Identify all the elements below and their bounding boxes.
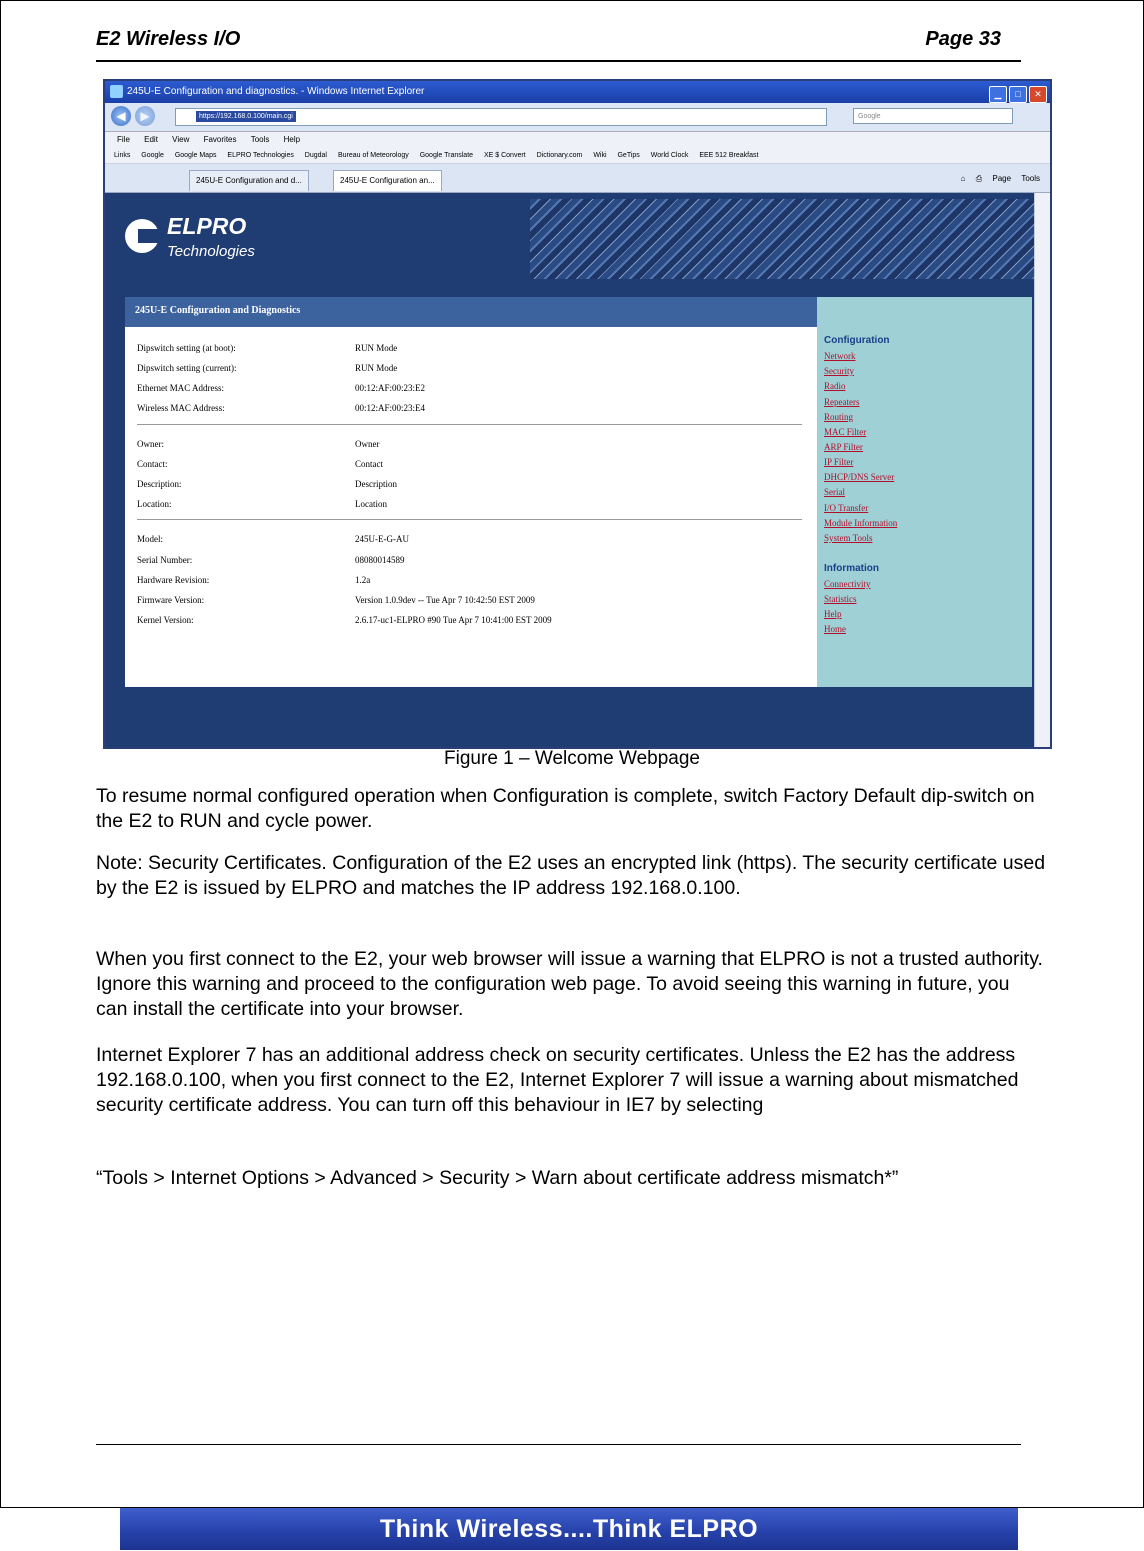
link-item[interactable]: Google Translate (419, 152, 474, 159)
config-heading: Configuration (824, 335, 890, 346)
link-item[interactable]: Dictionary.com (536, 152, 583, 159)
url-text: https://192.168.0.100/main.cgi (196, 111, 296, 122)
menu-help[interactable]: Help (283, 135, 301, 144)
nav-link-system-tools[interactable]: System Tools (824, 533, 873, 543)
menu-file[interactable]: File (117, 135, 130, 144)
link-item[interactable]: World Clock (650, 152, 689, 159)
nav-link-radio[interactable]: Radio (824, 381, 846, 391)
paragraph-resume: To resume normal configured operation when Configuration is complete, switch Factory Default dip-switch on the E2 to RUN and cycle power. (96, 785, 1035, 832)
link-item[interactable]: Google (141, 152, 164, 159)
paragraph-menu-path: “Tools > Internet Options > Advanced > Security > Warn about certificate address mismatch*” (96, 1167, 899, 1189)
links-bar (105, 148, 1050, 164)
footer-rule (96, 1444, 1021, 1445)
links-label: Links (114, 152, 131, 159)
figure-caption: Figure 1 – Welcome Webpage (444, 748, 700, 769)
divider (137, 424, 802, 425)
menu-view[interactable]: View (172, 135, 190, 144)
maximize-icon[interactable]: □ (1009, 86, 1027, 103)
page-menu[interactable]: Page (992, 174, 1012, 183)
document-title: E2 Wireless I/O (96, 28, 241, 50)
diagnostics-panel: 245U-E Configuration and Diagnostics Dipswitch setting (at boot): RUN Mode Dipswitch setting (current): RUN Mode Ethernet MAC Address: 00:12:AF:00:23:E2 Wireless MAC Address: 00:12:AF:00:23:E4 Owner: Owner Contact: Contact Description: Description Location: Location Model: 245U-E-G-AU Serial Number: 08080014589 Hardware Revision: 1.2a Firmware Version: Version 1.0.9dev -- Tue Apr 7 10:42:50 EST 2009 Kernel Version: 2.6.17-uc1-ELPRO #90 Tue Apr 7 10:41:00 EST 2009 (125, 297, 817, 687)
nav-link-network[interactable]: Network (824, 351, 856, 361)
nav-link-help[interactable]: Help (824, 609, 842, 619)
link-item[interactable]: Google Maps (174, 152, 217, 159)
link-item[interactable]: Bureau of Meteorology (337, 152, 409, 159)
divider (137, 519, 802, 520)
paragraph-ie7: Internet Explorer 7 has an additional address check on security certificates. Unless the E2 has the address 192.168.0.100, when you first connect to the E2, Internet Explorer 7 will issue a warning about mismatched security certificate address. You can turn off this behaviour in IE7 by selecting (96, 1044, 1019, 1116)
nav-link-module-info[interactable]: Module Information (824, 518, 898, 528)
brand-subtitle: Technologies (167, 243, 255, 260)
paragraph-trust-warning: When you first connect to the E2, your web browser will issue a warning that ELPRO is not a trusted authority. Ignore this warning and proceed to the configuration web page. To avoid seeing this warning in future, you can install the certificate into your browser. (96, 948, 1043, 1020)
search-input[interactable]: Google (853, 108, 1013, 124)
nav-link-serial[interactable]: Serial (824, 487, 845, 497)
nav-link-home[interactable]: Home (824, 624, 846, 634)
info-heading: Information (824, 563, 879, 574)
home-icon[interactable]: ⌂ (960, 174, 966, 183)
web-content (105, 193, 1035, 747)
nav-link-arp-filter[interactable]: ARP Filter (824, 442, 863, 452)
page-number: Page 33 (925, 28, 1001, 50)
window-title: 245U-E Configuration and diagnostics. - Windows Internet Explorer (127, 86, 425, 97)
scrollbar[interactable] (1034, 193, 1050, 747)
link-item[interactable]: Dugdal (304, 152, 327, 159)
header-rule (96, 60, 1021, 62)
brand-name: ELPRO (167, 213, 247, 239)
tab-config-1[interactable]: 245U-E Configuration and d... (189, 170, 309, 191)
menu-favorites[interactable]: Favorites (203, 135, 237, 144)
link-item[interactable]: ELPRO Technologies (227, 152, 294, 159)
tab-config-2[interactable]: 245U-E Configuration an... (333, 170, 442, 191)
tools-menu[interactable]: Tools (1021, 174, 1040, 183)
command-bar (953, 170, 1040, 188)
print-icon[interactable]: ⎙ (975, 174, 983, 183)
nav-link-routing[interactable]: Routing (824, 412, 854, 422)
paragraph-security-note: Note: Security Certificates. Configuration of the E2 uses an encrypted link (https). The security certificate used by the E2 is issued by ELPRO and matches the IP address 192.168.0.100. (96, 852, 1046, 899)
welcome-webpage-screenshot (103, 79, 1052, 749)
url-input[interactable] (175, 108, 827, 126)
elpro-logo-mark-icon (125, 219, 159, 253)
address-bar (105, 103, 1050, 132)
nav-link-statistics[interactable]: Statistics (824, 594, 857, 604)
link-item[interactable]: EEE 512 Breakfast (699, 152, 759, 159)
link-item[interactable]: GeTips (617, 152, 640, 159)
nav-link-connectivity[interactable]: Connectivity (824, 579, 871, 589)
menu-bar (105, 132, 1050, 148)
nav-link-io-transfer[interactable]: I/O Transfer (824, 503, 869, 513)
close-icon[interactable]: ✕ (1029, 86, 1047, 103)
nav-link-repeaters[interactable]: Repeaters (824, 397, 860, 407)
link-item[interactable]: XE $ Convert (483, 152, 526, 159)
nav-link-dhcp-dns[interactable]: DHCP/DNS Server (824, 472, 895, 482)
footer-banner: Think Wireless....Think ELPRO (120, 1508, 1018, 1550)
browser-title-bar (105, 81, 1050, 103)
minimize-icon[interactable]: ▁ (989, 86, 1007, 103)
page-header (96, 28, 1021, 58)
back-icon[interactable]: ◀ (111, 106, 131, 126)
nav-sidebar (817, 297, 1032, 687)
tab-bar (105, 164, 1050, 193)
menu-tools[interactable]: Tools (250, 135, 270, 144)
nav-link-ip-filter[interactable]: IP Filter (824, 457, 854, 467)
panel-title: 245U-E Configuration and Diagnostics (125, 297, 817, 327)
menu-edit[interactable]: Edit (144, 135, 158, 144)
nav-link-mac-filter[interactable]: MAC Filter (824, 427, 867, 437)
circuit-banner-image (530, 199, 1035, 279)
link-item[interactable]: Wiki (593, 152, 607, 159)
nav-link-security[interactable]: Security (824, 366, 854, 376)
ie-icon (110, 85, 123, 98)
forward-icon[interactable]: ▶ (135, 106, 155, 126)
